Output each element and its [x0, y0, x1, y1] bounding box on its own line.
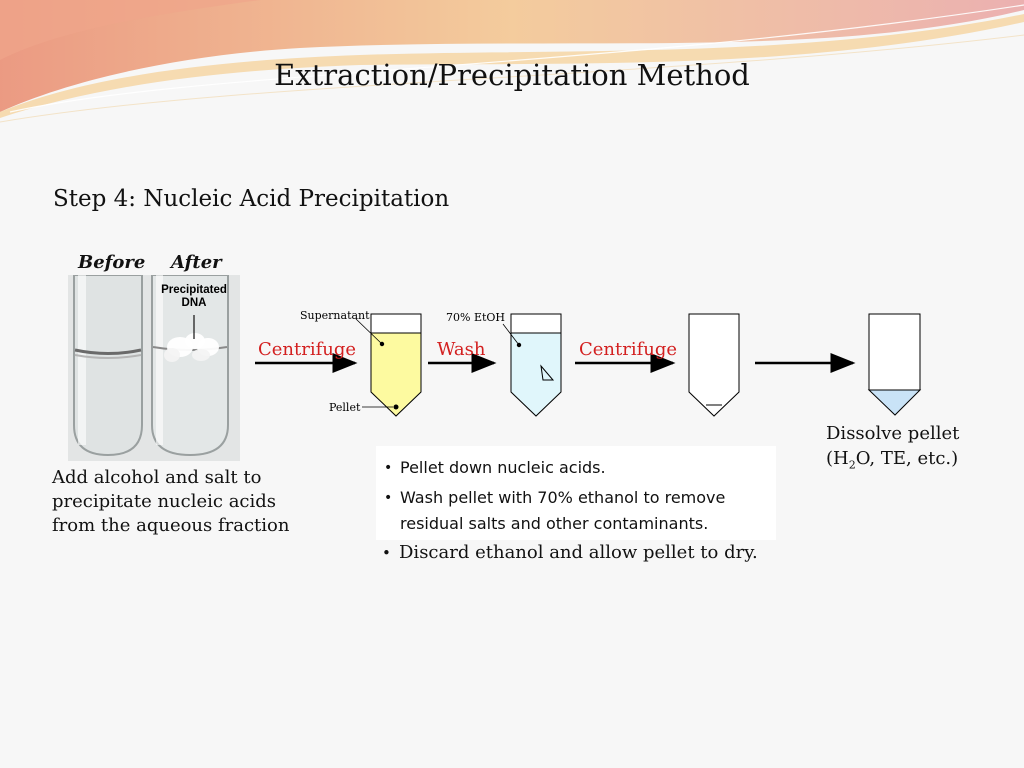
step-centrifuge-2: Centrifuge	[579, 339, 678, 360]
left-caption-line3: from the aqueous fraction	[52, 515, 290, 536]
bullet-item	[384, 455, 606, 481]
step-centrifuge-1: Centrifuge	[258, 339, 357, 360]
bullet-text-continued: residual salts and other contaminants.	[400, 514, 709, 533]
photo-annotation-line1: Precipitated	[161, 284, 227, 296]
bullet-text: Pellet down nucleic acids.	[400, 458, 606, 477]
tube-supernatant	[356, 314, 421, 416]
left-caption-line2: precipitate nucleic acids	[52, 491, 277, 512]
step-wash: Wash	[437, 339, 486, 360]
dissolve-subscript: 2	[848, 458, 856, 472]
dissolve-line2-post: O, TE, etc.)	[855, 448, 959, 469]
tube-photo	[68, 275, 240, 461]
bullet-text: Wash pellet with 70% ethanol to remove	[400, 488, 726, 507]
photo-annotation-line2: DNA	[181, 297, 207, 309]
dissolve-line2-pre: (H	[826, 448, 849, 469]
supernatant-label: Supernatant	[300, 309, 370, 322]
before-label: Before	[78, 252, 146, 273]
step-heading: Step 4: Nucleic Acid Precipitation	[53, 186, 450, 212]
left-caption	[52, 466, 292, 538]
tube-etoh-wash	[503, 314, 561, 416]
dissolve-line1: Dissolve pellet	[826, 423, 960, 444]
left-caption-line1: Add alcohol and salt to	[52, 467, 262, 488]
process-diagram	[250, 300, 950, 430]
dissolve-label	[826, 421, 959, 478]
bullet-dot: •	[384, 490, 393, 506]
bullet-dot: •	[384, 460, 393, 476]
etoh-label: 70% EtOH	[446, 311, 506, 324]
dissolve-line2	[826, 446, 959, 478]
bullet-item	[384, 485, 725, 537]
slide-title: Extraction/Precipitation Method	[274, 58, 750, 92]
after-label: After	[171, 252, 222, 273]
bullet-item	[382, 540, 758, 566]
bullet-dot: •	[382, 544, 391, 562]
pellet-label: Pellet	[329, 401, 361, 414]
tube-dissolved	[869, 314, 920, 415]
bullet-text: Discard ethanol and allow pellet to dry.	[399, 542, 758, 563]
tube-pellet	[689, 314, 739, 416]
